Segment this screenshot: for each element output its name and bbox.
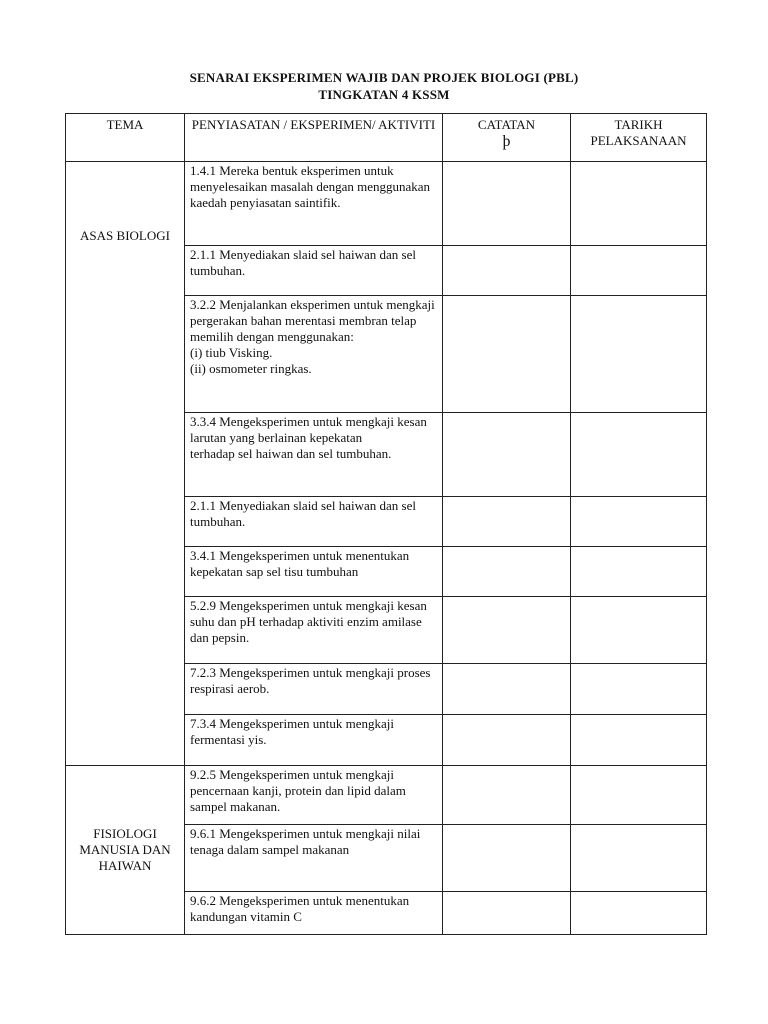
tarikh-cell[interactable] [571, 547, 707, 597]
table-row [66, 162, 707, 246]
tarikh-cell[interactable] [571, 497, 707, 547]
tarikh-cell[interactable] [571, 246, 707, 296]
table-header-row [66, 114, 707, 162]
activity-cell: 9.6.2 Mengeksperimen untuk menentukan kandungan vitamin C [185, 892, 443, 935]
tarikh-cell[interactable] [571, 766, 707, 825]
catatan-cell[interactable] [443, 766, 571, 825]
activity-cell: 3.4.1 Mengeksperimen untuk menentukan kepekatan sap sel tisu tumbuhan [185, 547, 443, 597]
activity-cell: 2.1.1 Menyediakan slaid sel haiwan dan sel tumbuhan. [185, 497, 443, 547]
activity-cell: 5.2.9 Mengeksperimen untuk mengkaji kesan suhu dan pH terhadap aktiviti enzim amilase dan pepsin. [185, 597, 443, 664]
column-header-tarikh: TARIKH PELAKSANAAN [571, 114, 707, 162]
checkbox-symbol-icon: þ [502, 133, 511, 150]
document-title: SENARAI EKSPERIMEN WAJIB DAN PROJEK BIOLOGI (PBL) [189, 70, 579, 85]
activity-cell: 1.4.1 Mereka bentuk eksperimen untuk menyelesaikan masalah dengan menggunakan kaedah penyiasatan saintifik. [185, 162, 443, 246]
activity-cell: 7.3.4 Mengeksperimen untuk mengkaji fermentasi yis. [185, 715, 443, 766]
tarikh-cell[interactable] [571, 664, 707, 715]
tarikh-cell[interactable] [571, 162, 707, 246]
catatan-cell[interactable] [443, 497, 571, 547]
tarikh-cell[interactable] [571, 892, 707, 935]
catatan-cell[interactable] [443, 664, 571, 715]
tarikh-cell[interactable] [571, 413, 707, 497]
activity-cell: 7.2.3 Mengeksperimen untuk mengkaji proses respirasi aerob. [185, 664, 443, 715]
table-row [66, 766, 707, 825]
tarikh-cell[interactable] [571, 597, 707, 664]
tarikh-cell[interactable] [571, 296, 707, 413]
catatan-cell[interactable] [443, 547, 571, 597]
column-header-aktiviti: PENYIASATAN / EKSPERIMEN/ AKTIVITI [185, 114, 443, 162]
catatan-cell[interactable] [443, 892, 571, 935]
catatan-cell[interactable] [443, 825, 571, 892]
theme-cell: FISIOLOGI MANUSIA DAN HAIWAN [66, 766, 185, 935]
catatan-cell[interactable] [443, 246, 571, 296]
activity-cell: 3.2.2 Menjalankan eksperimen untuk mengkaji pergerakan bahan merentasi membran telap memilih dengan menggunakan: (i) tiub Visking. (ii) osmometer ringkas. [185, 296, 443, 413]
catatan-cell[interactable] [443, 296, 571, 413]
activity-cell: 2.1.1 Menyediakan slaid sel haiwan dan sel tumbuhan. [185, 246, 443, 296]
activity-cell: 9.6.1 Mengeksperimen untuk mengkaji nilai tenaga dalam sampel makanan [185, 825, 443, 892]
catatan-cell[interactable] [443, 715, 571, 766]
activity-cell: 3.3.4 Mengeksperimen untuk mengkaji kesan larutan yang berlainan kepekatan terhadap sel haiwan dan sel tumbuhan. [185, 413, 443, 497]
activity-cell: 9.2.5 Mengeksperimen untuk mengkaji pencernaan kanji, protein dan lipid dalam sampel makanan. [185, 766, 443, 825]
experiment-table [65, 113, 707, 935]
theme-cell: ASAS BIOLOGI [66, 162, 185, 766]
column-header-tema: TEMA [66, 114, 185, 162]
column-header-catatan [443, 114, 571, 162]
catatan-cell[interactable] [443, 413, 571, 497]
tarikh-cell[interactable] [571, 825, 707, 892]
tarikh-cell[interactable] [571, 715, 707, 766]
document-subtitle: TINGKATAN 4 KSSM [318, 87, 450, 102]
catatan-label: CATATAN [477, 117, 536, 132]
catatan-cell[interactable] [443, 162, 571, 246]
catatan-cell[interactable] [443, 597, 571, 664]
